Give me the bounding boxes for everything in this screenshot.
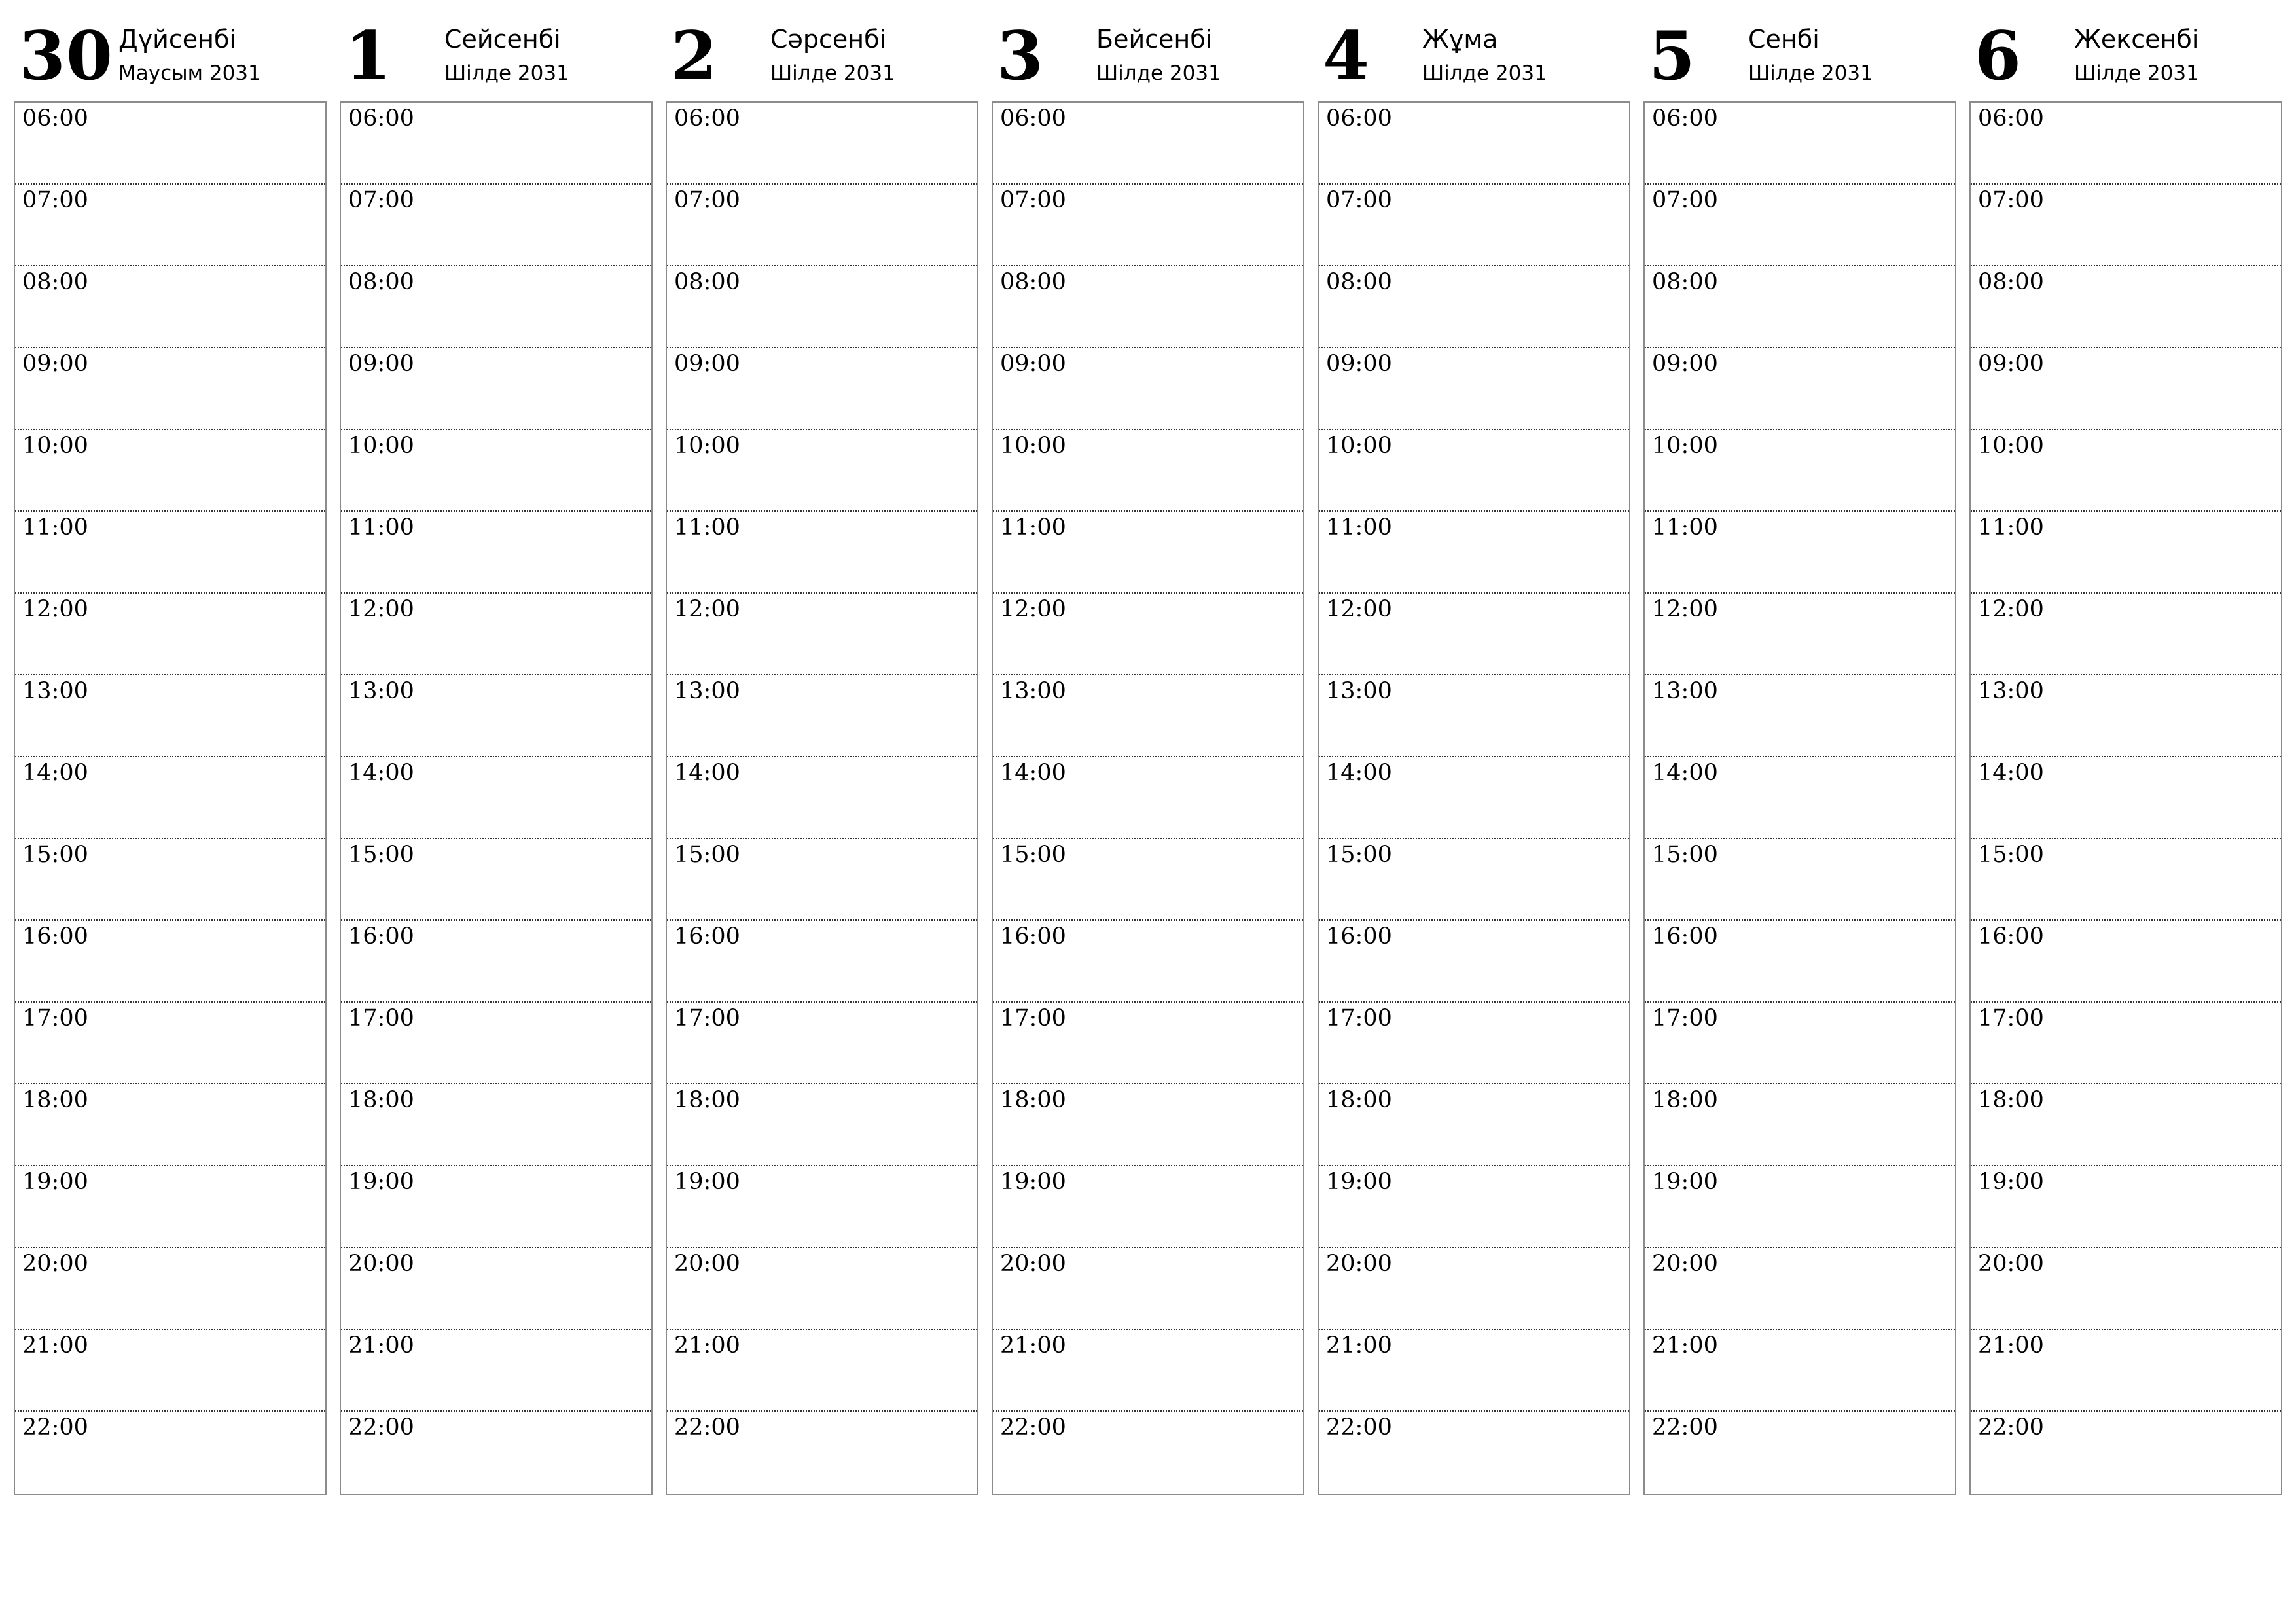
hour-slot[interactable] (993, 839, 1303, 921)
hour-label: 10:00 (348, 433, 414, 459)
hour-slot[interactable] (341, 430, 651, 512)
hour-slot[interactable] (667, 266, 977, 348)
hour-label: 10:00 (1978, 433, 2044, 459)
hour-label: 13:00 (1652, 678, 1718, 704)
hour-slot[interactable] (667, 757, 977, 839)
hour-slot[interactable] (1971, 1084, 2281, 1166)
hour-slot[interactable] (1971, 266, 2281, 348)
hour-slot[interactable] (1319, 103, 1629, 185)
hour-slot[interactable] (15, 430, 325, 512)
hour-label: 19:00 (674, 1169, 740, 1195)
hour-slot[interactable] (1645, 430, 1955, 512)
hour-label: 12:00 (1000, 596, 1066, 622)
hour-label: 14:00 (348, 760, 414, 786)
hour-label: 09:00 (348, 351, 414, 377)
hour-slot[interactable] (15, 594, 325, 675)
hour-label: 21:00 (674, 1332, 740, 1359)
hour-slot[interactable] (15, 266, 325, 348)
hour-slot[interactable] (341, 266, 651, 348)
hour-slot[interactable] (1319, 1003, 1629, 1084)
day-number: 6 (1975, 17, 2022, 96)
hour-label: 21:00 (1652, 1332, 1718, 1359)
day-column (1643, 0, 1956, 1440)
hour-slots-box (14, 101, 327, 1495)
day-column (14, 0, 327, 1440)
hour-slot[interactable] (1971, 757, 2281, 839)
hour-slot[interactable] (1971, 594, 2281, 675)
hour-label: 15:00 (348, 842, 414, 868)
hour-slot[interactable] (1645, 1330, 1955, 1412)
month-year-label: Шілде 2031 (2074, 62, 2199, 85)
hour-slot[interactable] (993, 430, 1303, 512)
hour-label: 21:00 (348, 1332, 414, 1359)
hour-slot[interactable] (1645, 675, 1955, 757)
hour-slot[interactable] (667, 675, 977, 757)
hour-label: 19:00 (1652, 1169, 1718, 1195)
hour-slot[interactable] (1645, 1166, 1955, 1248)
hour-label: 09:00 (1000, 351, 1066, 377)
hour-label: 06:00 (1652, 105, 1718, 132)
hour-label: 08:00 (1652, 269, 1718, 295)
hour-label: 09:00 (674, 351, 740, 377)
hour-slot[interactable] (667, 839, 977, 921)
hour-slot[interactable] (341, 1003, 651, 1084)
hour-slot[interactable] (1971, 921, 2281, 1003)
hour-label: 10:00 (1000, 433, 1066, 459)
hour-slot[interactable] (1971, 839, 2281, 921)
hour-slots-box (992, 101, 1304, 1495)
hour-label: 15:00 (22, 842, 88, 868)
weekday-name: Жұма (1422, 25, 1498, 54)
hour-slot[interactable] (15, 1003, 325, 1084)
month-year-label: Шілде 2031 (1096, 62, 1221, 85)
hour-label: 15:00 (1000, 842, 1066, 868)
hour-label: 18:00 (674, 1087, 740, 1113)
hour-slot[interactable] (341, 1166, 651, 1248)
hour-label: 12:00 (1326, 596, 1392, 622)
hour-slot[interactable] (1971, 1248, 2281, 1330)
hour-slot[interactable] (1645, 185, 1955, 266)
hour-slot[interactable] (1645, 839, 1955, 921)
hour-slot[interactable] (993, 1248, 1303, 1330)
hour-label: 17:00 (22, 1005, 88, 1031)
hour-label: 08:00 (1978, 269, 2044, 295)
hour-slot[interactable] (1645, 594, 1955, 675)
hour-slot[interactable] (1319, 1248, 1629, 1330)
day-column (666, 0, 978, 1440)
hour-label: 11:00 (1978, 514, 2044, 541)
hour-label: 06:00 (1326, 105, 1392, 132)
hour-label: 13:00 (1326, 678, 1392, 704)
hour-slot[interactable] (15, 757, 325, 839)
hour-label: 11:00 (1000, 514, 1066, 541)
hour-slot[interactable] (1319, 266, 1629, 348)
hour-slots-box (1969, 101, 2282, 1495)
month-year-label: Маусым 2031 (118, 62, 261, 85)
hour-label: 17:00 (674, 1005, 740, 1031)
hour-slot[interactable] (993, 1166, 1303, 1248)
hour-label: 17:00 (1326, 1005, 1392, 1031)
hour-label: 06:00 (674, 105, 740, 132)
hour-label: 22:00 (22, 1414, 88, 1440)
hour-slot[interactable] (1319, 1084, 1629, 1166)
hour-label: 17:00 (348, 1005, 414, 1031)
hour-label: 19:00 (348, 1169, 414, 1195)
weekday-name: Бейсенбі (1096, 25, 1213, 54)
hour-label: 14:00 (22, 760, 88, 786)
hour-label: 08:00 (1326, 269, 1392, 295)
hour-slot[interactable] (1971, 430, 2281, 512)
hour-slot[interactable] (15, 185, 325, 266)
hour-slot[interactable] (1319, 675, 1629, 757)
hour-label: 20:00 (22, 1251, 88, 1277)
hour-slot[interactable] (1319, 185, 1629, 266)
hour-label: 07:00 (348, 187, 414, 213)
hour-slot[interactable] (341, 1330, 651, 1412)
hour-slot[interactable] (15, 1166, 325, 1248)
hour-slot[interactable] (15, 1248, 325, 1330)
hour-label: 18:00 (1326, 1087, 1392, 1113)
hour-label: 20:00 (1326, 1251, 1392, 1277)
month-year-label: Шілде 2031 (770, 62, 895, 85)
hour-slot[interactable] (993, 512, 1303, 594)
day-column (1969, 0, 2282, 1440)
hour-slots-box (340, 101, 653, 1495)
hour-slots-box (666, 101, 978, 1495)
hour-slot[interactable] (341, 921, 651, 1003)
hour-slot[interactable] (341, 512, 651, 594)
month-year-label: Шілде 2031 (1422, 62, 1547, 85)
month-year-label: Шілде 2031 (1748, 62, 1873, 85)
hour-label: 18:00 (1652, 1087, 1718, 1113)
hour-label: 11:00 (674, 514, 740, 541)
day-column (340, 0, 653, 1440)
hour-label: 13:00 (1000, 678, 1066, 704)
hour-slot[interactable] (1645, 266, 1955, 348)
hour-slot[interactable] (667, 594, 977, 675)
hour-slot[interactable] (1319, 757, 1629, 839)
hour-label: 16:00 (674, 923, 740, 950)
hour-slot[interactable] (1319, 512, 1629, 594)
day-number: 1 (345, 17, 392, 96)
hour-label: 15:00 (674, 842, 740, 868)
hour-slot[interactable] (15, 839, 325, 921)
hour-label: 10:00 (1326, 433, 1392, 459)
weekday-name: Дүйсенбі (118, 25, 236, 54)
hour-label: 16:00 (1978, 923, 2044, 950)
hour-label: 14:00 (1978, 760, 2044, 786)
hour-label: 20:00 (674, 1251, 740, 1277)
hour-label: 13:00 (674, 678, 740, 704)
hour-slot[interactable] (667, 1003, 977, 1084)
hour-label: 07:00 (1000, 187, 1066, 213)
day-header (14, 0, 327, 101)
hour-slot[interactable] (341, 348, 651, 430)
hour-slot[interactable] (667, 1248, 977, 1330)
hour-slot[interactable] (341, 757, 651, 839)
hour-slot[interactable] (1645, 757, 1955, 839)
weekday-name: Жексенбі (2074, 25, 2199, 54)
hour-slot[interactable] (341, 1248, 651, 1330)
day-column (1318, 0, 1630, 1440)
hour-slot[interactable] (993, 1412, 1303, 1493)
hour-slot[interactable] (15, 1330, 325, 1412)
hour-slot[interactable] (667, 921, 977, 1003)
hour-label: 06:00 (348, 105, 414, 132)
hour-label: 14:00 (1000, 760, 1066, 786)
hour-label: 12:00 (22, 596, 88, 622)
hour-slot[interactable] (1319, 1412, 1629, 1493)
hour-label: 16:00 (1326, 923, 1392, 950)
day-header (666, 0, 978, 101)
hour-label: 11:00 (348, 514, 414, 541)
hour-slot[interactable] (993, 103, 1303, 185)
hour-label: 18:00 (22, 1087, 88, 1113)
hour-slot[interactable] (667, 103, 977, 185)
hour-label: 20:00 (1978, 1251, 2044, 1277)
hour-slot[interactable] (341, 675, 651, 757)
hour-slot[interactable] (341, 839, 651, 921)
hour-slot[interactable] (667, 1084, 977, 1166)
hour-label: 19:00 (1000, 1169, 1066, 1195)
hour-slot[interactable] (1971, 1166, 2281, 1248)
hour-slot[interactable] (15, 675, 325, 757)
hour-slot[interactable] (15, 921, 325, 1003)
hour-slot[interactable] (993, 594, 1303, 675)
weekday-name: Сенбі (1748, 25, 1820, 54)
hour-slot[interactable] (1319, 1330, 1629, 1412)
hour-label: 13:00 (1978, 678, 2044, 704)
day-number: 3 (997, 17, 1044, 96)
hour-label: 22:00 (1652, 1414, 1718, 1440)
hour-label: 21:00 (22, 1332, 88, 1359)
hour-slot[interactable] (1971, 1003, 2281, 1084)
hour-slot[interactable] (1645, 1084, 1955, 1166)
hour-label: 10:00 (674, 433, 740, 459)
hour-label: 20:00 (1652, 1251, 1718, 1277)
hour-label: 06:00 (1000, 105, 1066, 132)
day-number: 5 (1649, 17, 1696, 96)
hour-slot[interactable] (1319, 430, 1629, 512)
hour-slot[interactable] (993, 1003, 1303, 1084)
hour-slot[interactable] (15, 1412, 325, 1493)
hour-slot[interactable] (15, 348, 325, 430)
hour-label: 11:00 (22, 514, 88, 541)
hour-label: 14:00 (674, 760, 740, 786)
hour-label: 12:00 (674, 596, 740, 622)
hour-label: 22:00 (1326, 1414, 1392, 1440)
hour-label: 18:00 (1000, 1087, 1066, 1113)
hour-label: 07:00 (674, 187, 740, 213)
hour-label: 22:00 (1978, 1414, 2044, 1440)
hour-slot[interactable] (667, 1412, 977, 1493)
hour-slot[interactable] (667, 185, 977, 266)
hour-label: 19:00 (1326, 1169, 1392, 1195)
hour-label: 17:00 (1000, 1005, 1066, 1031)
hour-label: 14:00 (1326, 760, 1392, 786)
hour-label: 11:00 (1652, 514, 1718, 541)
hour-label: 14:00 (1652, 760, 1718, 786)
hour-label: 06:00 (22, 105, 88, 132)
hour-slot[interactable] (1319, 921, 1629, 1003)
hour-slot[interactable] (667, 1330, 977, 1412)
hour-slot[interactable] (993, 757, 1303, 839)
hour-label: 06:00 (1978, 105, 2044, 132)
hour-slot[interactable] (341, 103, 651, 185)
hour-slots-box (1643, 101, 1956, 1495)
hour-label: 13:00 (348, 678, 414, 704)
hour-slot[interactable] (667, 348, 977, 430)
hour-slot[interactable] (15, 103, 325, 185)
hour-label: 07:00 (1978, 187, 2044, 213)
hour-slot[interactable] (667, 512, 977, 594)
hour-label: 16:00 (1000, 923, 1066, 950)
weekday-name: Сейсенбі (444, 25, 561, 54)
hour-slot[interactable] (1971, 1412, 2281, 1493)
hour-label: 21:00 (1326, 1332, 1392, 1359)
hour-slot[interactable] (341, 594, 651, 675)
day-header (1318, 0, 1630, 101)
hour-label: 16:00 (348, 923, 414, 950)
hour-slot[interactable] (1645, 348, 1955, 430)
hour-label: 08:00 (1000, 269, 1066, 295)
day-header (1643, 0, 1956, 101)
hour-slot[interactable] (1971, 185, 2281, 266)
hour-label: 11:00 (1326, 514, 1392, 541)
hour-slot[interactable] (15, 1084, 325, 1166)
hour-label: 20:00 (1000, 1251, 1066, 1277)
hour-label: 07:00 (1652, 187, 1718, 213)
day-number: 4 (1323, 17, 1370, 96)
hour-slot[interactable] (1971, 675, 2281, 757)
hour-label: 15:00 (1652, 842, 1718, 868)
hour-label: 12:00 (348, 596, 414, 622)
hour-label: 17:00 (1978, 1005, 2044, 1031)
weekday-name: Сәрсенбі (770, 25, 887, 54)
hour-label: 08:00 (348, 269, 414, 295)
hour-slot[interactable] (1645, 1003, 1955, 1084)
hour-slot[interactable] (1319, 839, 1629, 921)
hour-label: 21:00 (1978, 1332, 2044, 1359)
hour-label: 22:00 (348, 1414, 414, 1440)
hour-label: 22:00 (1000, 1414, 1066, 1440)
hour-label: 19:00 (1978, 1169, 2044, 1195)
day-column (992, 0, 1304, 1440)
hour-slot[interactable] (993, 348, 1303, 430)
hour-slot[interactable] (1971, 103, 2281, 185)
hour-label: 09:00 (22, 351, 88, 377)
hour-slot[interactable] (993, 1084, 1303, 1166)
hour-slot[interactable] (1319, 594, 1629, 675)
hour-slot[interactable] (341, 1412, 651, 1493)
day-header (1969, 0, 2282, 101)
day-number: 2 (671, 17, 718, 96)
day-number: 30 (19, 17, 113, 96)
hour-label: 22:00 (674, 1414, 740, 1440)
hour-slot[interactable] (993, 1330, 1303, 1412)
hour-slot[interactable] (667, 430, 977, 512)
hour-slot[interactable] (993, 921, 1303, 1003)
hour-label: 12:00 (1652, 596, 1718, 622)
hour-label: 15:00 (1326, 842, 1392, 868)
hour-label: 09:00 (1326, 351, 1392, 377)
hour-slot[interactable] (1645, 512, 1955, 594)
hour-label: 10:00 (22, 433, 88, 459)
hour-label: 17:00 (1652, 1005, 1718, 1031)
hour-label: 13:00 (22, 678, 88, 704)
hour-slot[interactable] (1319, 1166, 1629, 1248)
hour-label: 08:00 (674, 269, 740, 295)
hour-slot[interactable] (341, 185, 651, 266)
hour-slot[interactable] (1971, 1330, 2281, 1412)
month-year-label: Шілде 2031 (444, 62, 569, 85)
hour-label: 12:00 (1978, 596, 2044, 622)
hour-slot[interactable] (993, 675, 1303, 757)
hour-label: 08:00 (22, 269, 88, 295)
hour-label: 16:00 (22, 923, 88, 950)
hour-label: 18:00 (1978, 1087, 2044, 1113)
hour-label: 09:00 (1978, 351, 2044, 377)
hour-slot[interactable] (341, 1084, 651, 1166)
hour-label: 21:00 (1000, 1332, 1066, 1359)
hour-label: 09:00 (1652, 351, 1718, 377)
hour-slot[interactable] (667, 1166, 977, 1248)
hour-slot[interactable] (15, 512, 325, 594)
hour-label: 10:00 (1652, 433, 1718, 459)
hour-slot[interactable] (993, 266, 1303, 348)
hour-slot[interactable] (1645, 1248, 1955, 1330)
hour-label: 19:00 (22, 1169, 88, 1195)
hour-label: 15:00 (1978, 842, 2044, 868)
hour-label: 18:00 (348, 1087, 414, 1113)
hour-label: 20:00 (348, 1251, 414, 1277)
hour-label: 16:00 (1652, 923, 1718, 950)
day-header (992, 0, 1304, 101)
hour-slot[interactable] (1971, 348, 2281, 430)
hour-slot[interactable] (1645, 921, 1955, 1003)
hour-slot[interactable] (993, 185, 1303, 266)
day-header (340, 0, 653, 101)
hour-label: 07:00 (1326, 187, 1392, 213)
hour-slots-box (1318, 101, 1630, 1495)
hour-slot[interactable] (1971, 512, 2281, 594)
hour-slot[interactable] (1319, 348, 1629, 430)
hour-label: 07:00 (22, 187, 88, 213)
hour-slot[interactable] (1645, 103, 1955, 185)
hour-slot[interactable] (1645, 1412, 1955, 1493)
